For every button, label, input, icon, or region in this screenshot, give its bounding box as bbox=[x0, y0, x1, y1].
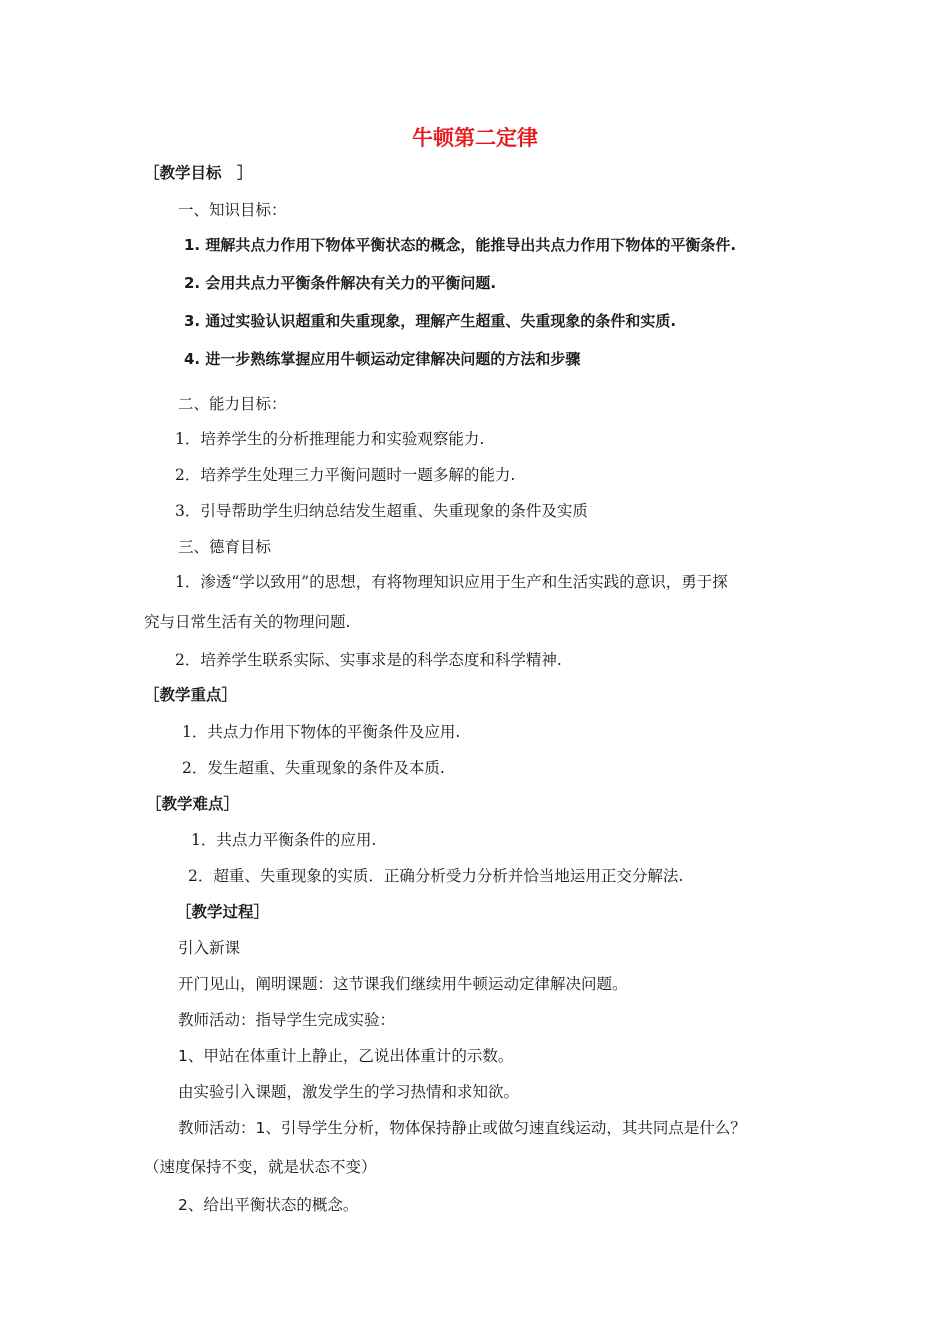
difficulty-heading: ［教学难点］ bbox=[146, 795, 240, 813]
process-line: 教师活动：1、引导学生分析，物体保持静止或做匀速直线运动，其共同点是什么？ bbox=[178, 1119, 746, 1137]
key-points-heading: ［教学重点］ bbox=[144, 686, 238, 704]
difficulty-item: 2．超重、失重现象的实质．正确分析受力分析并恰当地运用正交分解法. bbox=[188, 867, 684, 885]
process-line: 教师活动：指导学生完成实验： bbox=[178, 1011, 396, 1029]
process-line: 2、给出平衡状态的概念。 bbox=[178, 1196, 359, 1214]
process-line: 开门见山，阐明课题：这节课我们继续用牛顿运动定律解决问题。 bbox=[178, 975, 628, 993]
process-line: 由实验引入课题，激发学生的学习热情和求知欲。 bbox=[178, 1083, 520, 1101]
knowledge-heading: 一、知识目标： bbox=[178, 201, 287, 219]
objectives-heading: ［教学目标 ］ bbox=[144, 164, 253, 182]
ability-heading: 二、能力目标： bbox=[178, 395, 287, 413]
ability-item: 3．引导帮助学生归纳总结发生超重、失重现象的条件及实质 bbox=[175, 502, 588, 520]
knowledge-item: 3. 通过实验认识超重和失重现象，理解产生超重、失重现象的条件和实质. bbox=[184, 312, 677, 330]
key-point-item: 1．共点力作用下物体的平衡条件及应用. bbox=[182, 723, 461, 741]
ability-item: 1．培养学生的分析推理能力和实验观察能力. bbox=[175, 430, 485, 448]
moral-item-1-line-2: 究与日常生活有关的物理问题. bbox=[144, 613, 351, 631]
process-heading: ［教学过程］ bbox=[176, 903, 270, 921]
moral-item-1-line-1: 1．渗透“学以致用”的思想，有将物理知识应用于生产和生活实践的意识，勇于探 bbox=[175, 573, 728, 591]
key-point-item: 2．发生超重、失重现象的条件及本质. bbox=[182, 759, 445, 777]
document-title: 牛顿第二定律 bbox=[412, 126, 538, 150]
moral-heading: 三、德育目标 bbox=[178, 538, 272, 556]
process-line: 引入新课 bbox=[178, 939, 241, 957]
process-line: （速度保持不变，就是状态不变） bbox=[144, 1158, 377, 1176]
process-line: 1、甲站在体重计上静止，乙说出体重计的示数。 bbox=[178, 1047, 514, 1065]
difficulty-item: 1．共点力平衡条件的应用. bbox=[191, 831, 377, 849]
knowledge-item: 1. 理解共点力作用下物体平衡状态的概念，能推导出共点力作用下物体的平衡条件. bbox=[184, 236, 737, 254]
moral-item-2: 2．培养学生联系实际、实事求是的科学态度和科学精神. bbox=[175, 651, 562, 669]
ability-item: 2．培养学生处理三力平衡问题时一题多解的能力. bbox=[175, 466, 516, 484]
knowledge-item: 2. 会用共点力平衡条件解决有关力的平衡问题. bbox=[184, 274, 497, 292]
knowledge-item: 4. 进一步熟练掌握应用牛顿运动定律解决问题的方法和步骤 bbox=[184, 350, 581, 368]
